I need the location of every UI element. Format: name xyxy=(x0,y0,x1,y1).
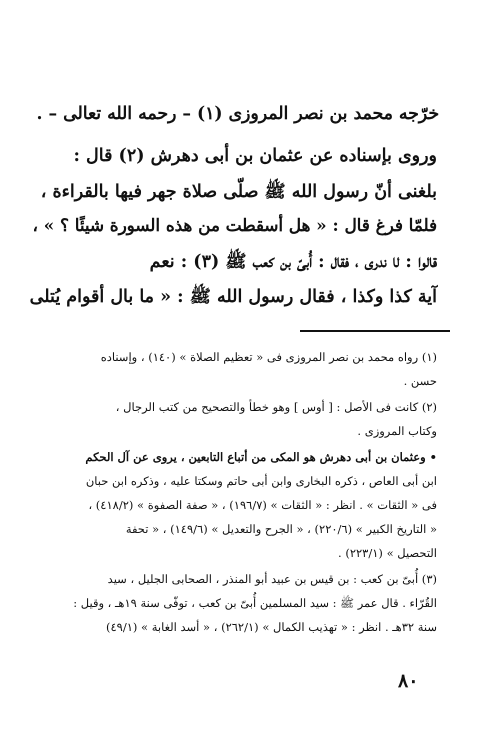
main-text-line-4: فلمّا فرغ قال : « هل أسقطت من هذه السورة شيئًا ؟ » ، xyxy=(32,215,437,235)
footnote-2-bio-line-1: • وعثمان بن أبى دهرش هو المكى من أتباع التابعين ، يروى عن آل الحكم xyxy=(85,450,437,464)
footnote-2-line-2: وكتاب المروزى . xyxy=(357,424,437,438)
footnote-3-line-3: سنة ٣٢هـ . انظر : « تهذيب الكمال » (٢٦٢/١) ، « أسد الغابة » (٤٩/١) xyxy=(105,620,437,634)
footnote-2-bio-line-4: « التاريخ الكبير » (٢٢٠/٦) ، « الجرح والتعديل » (١٤٩/٦) ، « تحفة xyxy=(125,522,437,536)
footnote-3-line-2: القُرّاء . قال عمر ﷺ : سيد المسلمين أُبىّ بن كعب ، توفّى سنة ١٩هـ ، وقيل : xyxy=(73,596,437,610)
footnote-2-bio-line-2: ابن أبى العاص ، ذكره البخارى وابن أبى حاتم وسكتا عليه ، وذكره ابن حبان xyxy=(85,474,437,488)
main-text-line-6: آية كذا وكذا ، فقال رسول الله ﷺ : « ما بال أقوام يُتلى xyxy=(29,287,437,307)
footnote-1-line-2: حسن . xyxy=(403,374,437,388)
footnote-2-bio-line-5: التحصيل » (٢٢٣/١) . xyxy=(338,546,437,560)
main-text-line-3: بلغنى أنّ رسول الله ﷺ صلّى صلاة جهر فيها بالقراءة ، xyxy=(40,182,437,202)
footnote-separator xyxy=(300,330,450,332)
footnote-1-line-1: (١) رواه محمد بن نصر المروزى فى « تعظيم الصلاة » (١٤٠) ، وإسناده xyxy=(100,350,437,364)
footnote-2-bio-line-3: فى « الثقات » . انظر : « الثقات » (١٩٦/٧) ، « صفة الصفوة » (٤١٨/٢) ، xyxy=(88,498,437,512)
main-text-line-1: خرّجه محمد بن نصر المروزى (١) – رحمه الله تعالى – . xyxy=(36,104,439,124)
main-text-line-2: وروى بإسناده عن عثمان بن أبى دهرش (٢) قال : xyxy=(73,146,437,166)
page-number: ٨٠ xyxy=(398,670,419,692)
footnote-3-line-1: (٣) أُبىّ بن كعب : بن قيس بن عبيد أبو المنذر ، الصحابى الجليل ، سيد xyxy=(107,572,437,586)
main-text-line-5: قالوا : لا ندرى ، فقال : أُبىّ بن كعب ﷺ (٣) : نعم xyxy=(149,252,437,272)
footnote-2-line-1: (٢) كانت فى الأصل : [ أوس ] وهو خطأ والتصحيح من كتب الرجال ، xyxy=(115,400,437,414)
